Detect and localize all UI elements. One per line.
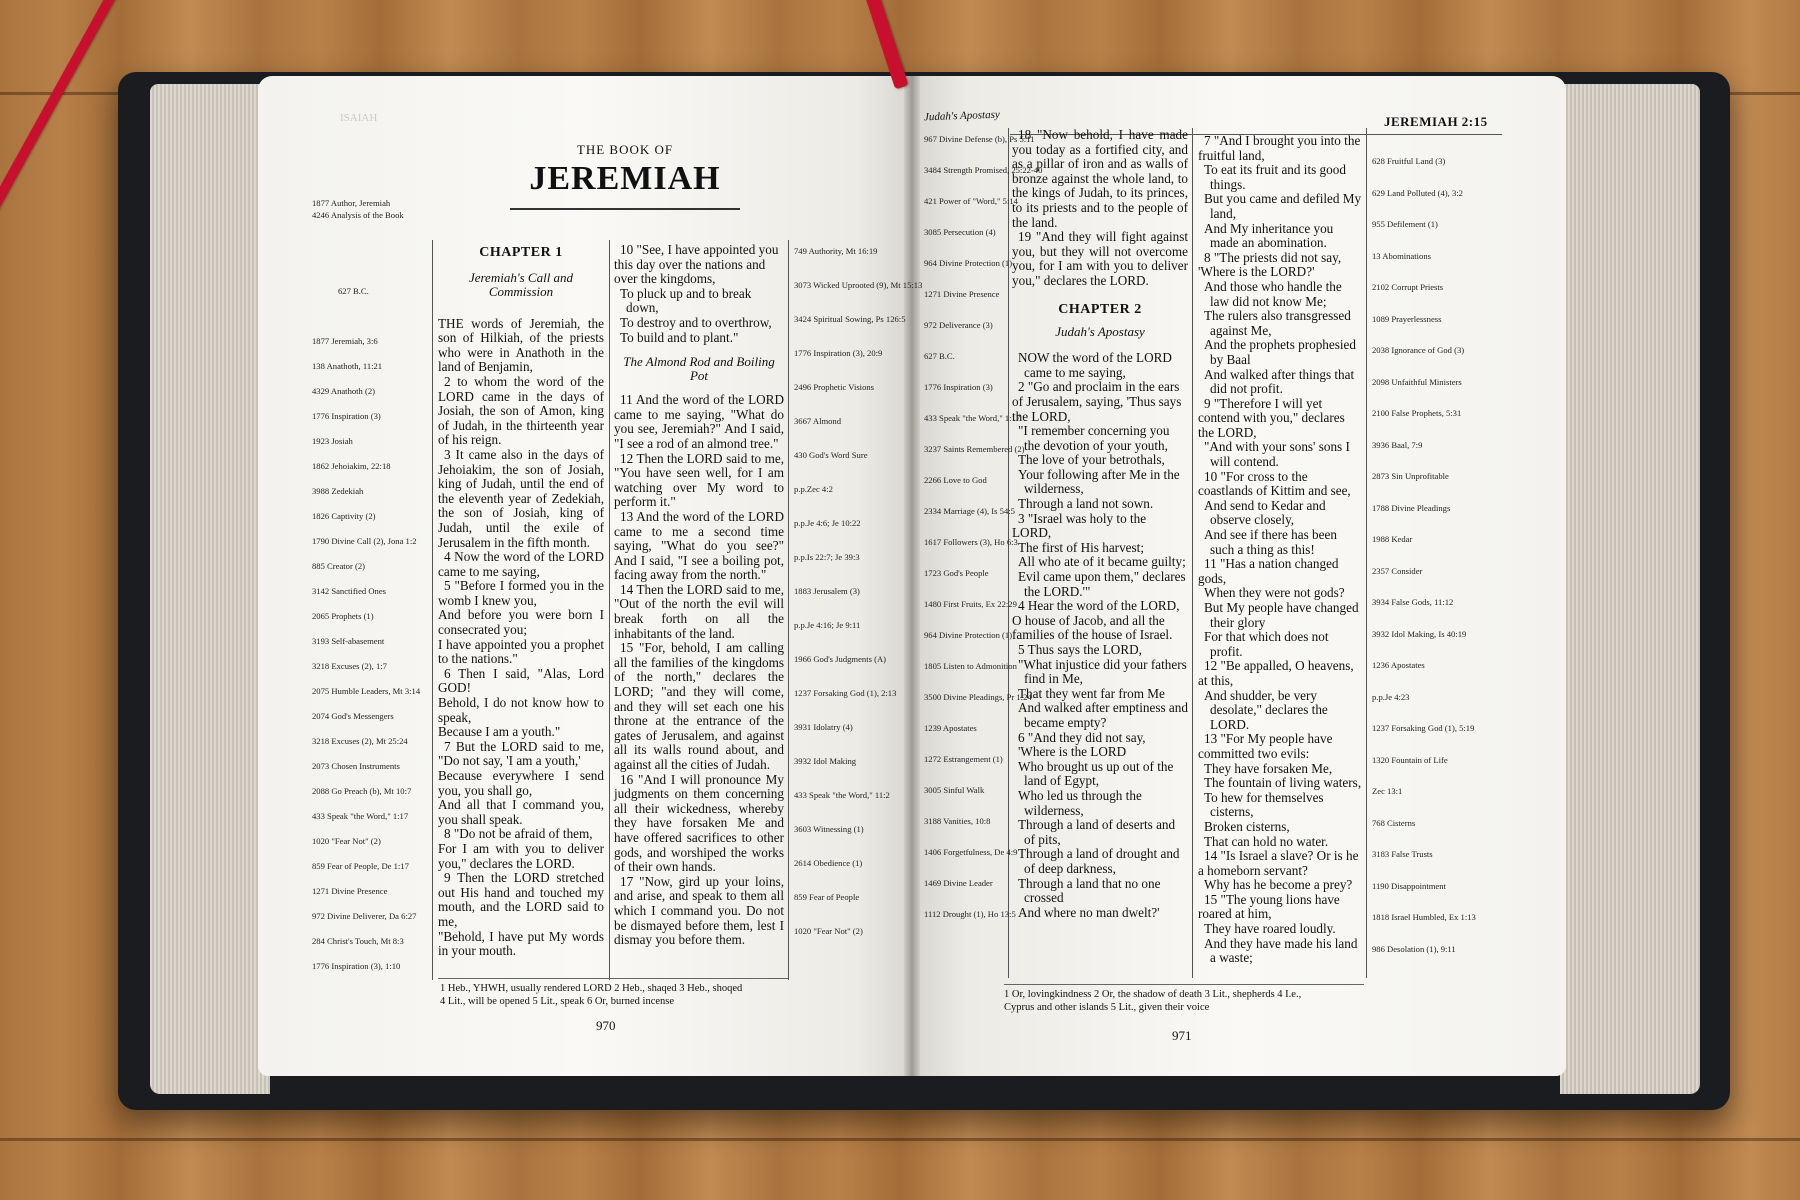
- cross-reference: 768 Cisterns: [1372, 817, 1416, 828]
- column-rule: [1192, 128, 1193, 978]
- cross-reference: 433 Speak "the Word," 1:17: [924, 413, 1021, 423]
- cross-reference: 2074 God's Messengers: [312, 711, 394, 721]
- verse-line: Through a land of deserts and of pits,: [1018, 817, 1176, 847]
- verse-line: But you came and defiled My land,: [1204, 191, 1362, 221]
- verse-line: And see if there has been such a thing as this!: [1204, 527, 1337, 557]
- left-col-2: [614, 243, 784, 948]
- cross-reference: 1237 Forsaking God (1), 2:13: [794, 688, 897, 698]
- verse-line: To hew for themselves cisterns,: [1204, 789, 1324, 820]
- cross-reference: 1776 Inspiration (3), 1:10: [312, 961, 401, 971]
- verse-line: Your following after Me in the wilderness,: [1018, 466, 1180, 497]
- verse-line: 7 "And I brought you into the fruitful land,: [1198, 133, 1361, 163]
- verse-line: When they were not gods?: [1204, 585, 1345, 601]
- cross-reference: 1239 Apostates: [924, 723, 977, 733]
- verse-line: Through a land not sown.: [1018, 496, 1154, 512]
- cross-reference: 2065 Prophets (1): [312, 611, 374, 621]
- verse-line: "I remember concerning you the devotion of your youth,: [1018, 423, 1170, 453]
- cross-reference: 1776 Inspiration (3), 20:9: [794, 348, 883, 358]
- verse-line: And send to Kedar and observe closely,: [1204, 497, 1326, 528]
- verse-line: 11 "Has a nation changed gods,: [1198, 556, 1339, 586]
- verse-line: 15 "The young lions have roared at him,: [1198, 891, 1340, 922]
- section-heading: Jeremiah's Call and Commission: [468, 269, 574, 299]
- cross-reference: 1112 Drought (1), Ho 13:5: [924, 909, 1016, 919]
- cross-reference: 3932 Idol Making, Is 40:19: [1372, 628, 1467, 639]
- cross-reference: Zec 13:1: [1372, 786, 1403, 796]
- cross-reference: 1236 Apostates: [1372, 660, 1425, 670]
- cross-reference: 2357 Consider: [1372, 565, 1423, 576]
- book-prefix: THE BOOK OF: [576, 142, 674, 157]
- cross-reference: 1617 Followers (3), Ho 6:3: [924, 537, 1018, 547]
- cross-reference: 3218 Excuses (2), Mt 25:24: [312, 736, 408, 746]
- footnote: Cyprus and other islands 5 Lit., given their voice: [1004, 1002, 1210, 1013]
- verse-line: 6 Then I said, "Alas, Lord GOD!: [438, 665, 604, 696]
- verse-line: Behold, I do not know how to speak,: [438, 695, 604, 725]
- cross-reference: 628 Fruitful Land (3): [1372, 156, 1446, 166]
- verse-line: 19 "And they will fight against you, but they will not overcome you, for I am with you to deliver you," declares the LORD.: [1012, 229, 1188, 288]
- cross-reference: 421 Power of "Word," 5:14: [924, 196, 1018, 206]
- cross-reference: 1272 Estrangement (1): [924, 754, 1003, 764]
- verse-line: 14 "Is Israel a slave? Or is he a homeborn servant?: [1198, 848, 1359, 878]
- verse-block: [614, 393, 784, 948]
- cross-reference: 1320 Fountain of Life: [1372, 754, 1448, 765]
- verse-line: And they have made his land a waste;: [1204, 935, 1358, 966]
- running-head-ghost: ISAIAH: [340, 112, 378, 124]
- verse-block: [1012, 351, 1188, 920]
- verse-line: 8 "The priests did not say, 'Where is the LORD?': [1198, 249, 1342, 280]
- cross-reference: 3424 Spiritual Sowing, Ps 126:5: [794, 314, 906, 324]
- cross-reference: 1988 Kedar: [1372, 534, 1413, 544]
- right-col-2: [1198, 134, 1364, 966]
- verse-line: "Behold, I have put My words in your mouth.: [438, 928, 604, 959]
- verse-line: "What injustice did your fathers find in Me,: [1018, 656, 1187, 687]
- verse-line: 2 to whom the word of the LORD came in the days of Josiah, the son of Amon, king of Judah, in the thirteenth year of his reign.: [438, 373, 604, 448]
- footnote-rule: [1004, 984, 1364, 985]
- cross-reference: 1020 "Fear Not" (2): [794, 926, 863, 936]
- verse-line: 9 Then the LORD stretched out His hand and touched my mouth, and the LORD said to me,: [438, 870, 604, 929]
- cross-reference: 3932 Idol Making: [794, 756, 857, 766]
- cross-reference: 964 Divine Protection (1): [924, 630, 1013, 640]
- verse-line: 18 "Now behold, I have made you today as a fortified city, and as a pillar of iron and as walls of bronze against the whole land, to the kings of Judah, to its princes, to its priests and to the people of the land.: [1012, 127, 1188, 230]
- verse-line: Broken cisterns,: [1204, 818, 1290, 834]
- verse-line: For that which does not profit.: [1204, 629, 1329, 659]
- book-title: JEREMIAH: [529, 160, 721, 197]
- cross-reference: 972 Deliverance (3): [924, 320, 993, 330]
- cross-reference: 2088 Go Preach (b), Mt 10:7: [312, 786, 412, 796]
- cross-reference: 955 Defilement (1): [1372, 219, 1438, 229]
- verse-line: They have forsaken Me,: [1204, 760, 1333, 776]
- cross-reference: 885 Creator (2): [312, 561, 365, 571]
- cross-reference: 3073 Wicked Uprooted (9), Mt 15:13: [794, 280, 923, 290]
- cross-reference: 629 Land Polluted (4), 3:2: [1372, 187, 1463, 198]
- verse-line: 3 It came also in the days of Jehoiakim, the son of Josiah, king of Judah, until the end of the eleventh year of Zedekiah, the son of Josiah, king of Judah, until the exile of Jerusalem in the fifth month.: [438, 446, 604, 550]
- cross-reference: 2073 Chosen Instruments: [312, 761, 400, 771]
- verse-line: 'Where is the LORD: [1018, 744, 1127, 760]
- cross-reference: 1790 Divine Call (2), Jona 1:2: [312, 536, 417, 546]
- cross-reference: 1020 "Fear Not" (2): [312, 836, 381, 846]
- verse-block: [614, 243, 784, 345]
- cross-reference: 627 B.C.: [924, 351, 955, 361]
- cross-reference: 3142 Sanctified Ones: [312, 586, 386, 596]
- verse-line: 13 And the word of the LORD came to me a second time saying, "What do you see?" And I said, "I see a boiling pot, facing away from the north.": [614, 508, 784, 583]
- verse-line: THE words of Jeremiah, the son of Hilkiah, of the priests who were in Anathoth in the land of Benjamin,: [438, 315, 604, 375]
- verse-line: And shudder, be very desolate," declares the LORD.: [1204, 687, 1328, 732]
- cross-reference: p.p.Je 4:23: [1372, 691, 1410, 702]
- cross-reference: p.p.Je 4:16; Je 9:11: [794, 620, 861, 630]
- cross-reference: 986 Desolation (1), 9:11: [1372, 943, 1456, 954]
- verse-line: And the prophets prophesied by Baal: [1204, 337, 1356, 367]
- verse-block: [438, 317, 604, 959]
- verse-line: And where no man dwelt?': [1018, 904, 1160, 920]
- verse-line: 7 But the LORD said to me, "Do not say, 'I am a youth,': [438, 738, 604, 769]
- column-rule: [609, 240, 610, 980]
- cross-reference: 1923 Josiah: [312, 436, 353, 446]
- footnote-rule: [438, 978, 788, 979]
- cross-reference: 433 Speak "the Word," 1:17: [312, 811, 409, 821]
- verse-line: Because I am a youth.": [438, 724, 561, 740]
- verse-line: They have roared loudly.: [1204, 921, 1336, 937]
- verse-line: I have appointed you a prophet to the nations.": [438, 636, 604, 667]
- footnote: 1 Or, lovingkindness 2 Or, the shadow of death 3 Lit., shepherds 4 I.e.,: [1004, 989, 1302, 1000]
- cross-reference: 1469 Divine Leader: [924, 878, 993, 888]
- cross-reference: 1089 Prayerlessness: [1372, 313, 1442, 324]
- verse-line: 5 "Before I formed you in the womb I knew you,: [438, 578, 604, 608]
- cross-reference: 3988 Zedekiah: [312, 486, 364, 496]
- cross-reference: 3931 Idolatry (4): [794, 722, 853, 732]
- verse-line: The rulers also transgressed against Me,: [1204, 308, 1351, 338]
- cross-reference: 3934 False Gods, 11:12: [1372, 597, 1454, 607]
- verse-line: 14 Then the LORD said to me, "Out of the north the evil will break forth on all the inhabitants of the land.: [614, 581, 784, 641]
- chapter-heading: CHAPTER 1: [479, 245, 563, 260]
- cross-reference: 3183 False Trusts: [1372, 849, 1433, 859]
- title-rule: [510, 208, 740, 210]
- column-rule: [432, 240, 433, 980]
- cross-reference: 430 God's Word Sure: [794, 450, 868, 460]
- cross-reference: 1826 Captivity (2): [312, 511, 376, 521]
- ribbon-bookmark[interactable]: [0, 0, 129, 657]
- intro-ref: 1877 Author, Jeremiah: [312, 198, 391, 208]
- running-head-right: JEREMIAH 2:15: [1384, 114, 1488, 129]
- cross-reference: 138 Anathoth, 11:21: [312, 361, 383, 371]
- verse-line: All who ate of it became guilty;: [1018, 554, 1186, 570]
- verse-line: 4 Now the word of the LORD came to me saying,: [438, 549, 604, 579]
- cross-reference: 1883 Jerusalem (3): [794, 586, 860, 596]
- verse-line: The love of your betrothals,: [1018, 452, 1165, 468]
- cross-reference: 749 Authority, Mt 16:19: [794, 246, 878, 256]
- page-number: 971: [1172, 1028, 1192, 1043]
- verse-line: And walked after things that did not profit.: [1204, 366, 1355, 397]
- cross-reference: 972 Divine Deliverer, Da 6:27: [312, 911, 417, 921]
- cross-reference: 3085 Persecution (4): [924, 227, 996, 237]
- verse-line: 4 Hear the word of the LORD, O house of Jacob, and all the families of the house of Israel.: [1012, 598, 1180, 643]
- verse-line: And those who handle the law did not know Me;: [1204, 278, 1342, 309]
- page-number: 970: [596, 1018, 616, 1033]
- verse-line: That they went far from Me: [1018, 685, 1165, 701]
- verse-line: The first of His harvest;: [1018, 539, 1144, 555]
- cross-reference: 3188 Vanities, 10:8: [924, 816, 991, 826]
- cross-reference: 1406 Forgetfulness, De 4:9: [924, 847, 1018, 857]
- verse-line: 10 "For cross to the coastlands of Kittim and see,: [1198, 468, 1351, 499]
- cross-reference: 1862 Jehoiakim, 22:18: [312, 461, 391, 471]
- cross-reference: 1776 Inspiration (3): [312, 411, 381, 421]
- section-heading: Judah's Apostasy: [1055, 324, 1145, 340]
- cross-reference: 2100 False Prophets, 5:31: [1372, 408, 1462, 418]
- cross-reference: 1723 God's People: [924, 568, 989, 578]
- verse-line: Because everywhere I send you, you shall go,: [438, 768, 604, 798]
- cross-reference: 1271 Divine Presence: [924, 289, 1000, 299]
- cross-reference: 3603 Witnessing (1): [794, 824, 864, 834]
- verse-line: But My people have changed their glory: [1204, 600, 1359, 630]
- cross-reference: 2102 Corrupt Priests: [1372, 282, 1444, 292]
- verse-line: To destroy and to overthrow,: [620, 314, 772, 330]
- verse-block: [1198, 134, 1364, 966]
- page-edges-right: [1560, 84, 1700, 1094]
- cross-reference: 2873 Sin Unprofitable: [1372, 471, 1449, 481]
- wood-plank-seam: [0, 1138, 1800, 1141]
- verse-line: NOW the word of the LORD came to me saying,: [1018, 350, 1172, 380]
- footnote: 4 Lit., will be opened 5 Lit., speak 6 Or, burned incense: [440, 996, 675, 1007]
- cross-reference: 1805 Listen to Admonition: [924, 661, 1017, 671]
- chapter-heading: CHAPTER 2: [1058, 301, 1142, 317]
- cross-reference: 964 Divine Protection (1): [924, 258, 1013, 268]
- verse-line: And walked after emptiness and became empty?: [1018, 700, 1188, 730]
- verse-line: 2 "Go and proclaim in the ears of Jerusalem, saying, 'Thus says the LORD,: [1012, 379, 1182, 424]
- cross-reference: 859 Fear of People: [794, 892, 860, 902]
- cross-reference: 2098 Unfaithful Ministers: [1372, 376, 1462, 387]
- cross-reference: 13 Abominations: [1372, 250, 1431, 261]
- verse-line: 5 Thus says the LORD,: [1018, 642, 1142, 657]
- verse-line: That can hold no water.: [1204, 833, 1329, 849]
- cross-reference: 4329 Anathoth (2): [312, 386, 376, 396]
- cross-reference: 3237 Saints Remembered (2): [924, 444, 1025, 454]
- verse-line: 16 "And I will pronounce My judgments on them concerning all their wickedness, whereby they have forsaken Me and have offered sacrifices to other gods, and worshiped the works of their own hands.: [614, 771, 784, 875]
- verse-line: 15 "For, behold, I am calling all the families of the kingdoms of the north," declares the LORD; "and they will come, and they will set each one his throne at the entrance of the gates of Jerusalem, and against all its walls round about, and against all the cities of Judah.: [614, 640, 784, 772]
- cross-reference: p.p.Zec 4:2: [794, 484, 833, 494]
- verse-line: To build and to plant.": [620, 329, 739, 345]
- cross-reference: 1818 Israel Humbled, Ex 1:13: [1372, 912, 1476, 922]
- verse-line: To eat its fruit and its good things.: [1204, 162, 1346, 192]
- verse-line: Evil came upon them," declares the LORD.'": [1018, 569, 1186, 599]
- page-edges-left: [150, 84, 270, 1094]
- verse-line: And My inheritance you made an abomination.: [1204, 220, 1334, 251]
- cross-reference: 1788 Divine Pleadings: [1372, 502, 1451, 513]
- cross-reference: 2075 Humble Leaders, Mt 3:14: [312, 686, 421, 696]
- cross-reference: 3936 Baal, 7:9: [1372, 439, 1423, 450]
- verse-line: 10 "See, I have appointed you this day over the nations and over the kingdoms,: [614, 242, 779, 287]
- verse-line: Who brought us up out of the land of Egypt,: [1018, 758, 1174, 789]
- cross-reference: 2496 Prophetic Visions: [794, 382, 875, 392]
- verse-line: 11 And the word of the LORD came to me saying, "What do you see, Jeremiah?" And I said, "I see a rod of an almond tree.": [614, 392, 784, 451]
- cross-reference: 1966 God's Judgments (A): [794, 654, 887, 664]
- cross-reference: 2334 Marriage (4), Is 54:5: [924, 506, 1015, 516]
- cross-reference: 3500 Divine Pleadings, Pr 1:24: [924, 692, 1032, 702]
- cross-reference: 1776 Inspiration (3): [924, 382, 993, 392]
- verse-line: The fountain of living waters,: [1204, 775, 1362, 791]
- cross-reference: 967 Divine Defense (b), Ps 5:11: [924, 134, 1035, 144]
- cross-reference: 2038 Ignorance of God (3): [1372, 345, 1465, 355]
- cross-reference: 1480 First Fruits, Ex 22:29: [924, 599, 1017, 609]
- verse-line: To pluck up and to break down,: [620, 285, 752, 316]
- cross-reference: p.p.Je 4:6; Je 10:22: [794, 518, 861, 528]
- cross-reference: p.p.Is 22:7; Je 39:3: [794, 552, 860, 562]
- cross-reference: 3667 Almond: [794, 416, 842, 426]
- verse-line: 8 "Do not be afraid of them,: [444, 826, 593, 842]
- cross-reference: 2266 Love to God: [924, 475, 987, 485]
- running-head-left: Judah's Apostasy: [923, 108, 1000, 124]
- book-gutter: [904, 76, 920, 1076]
- verse-line: 3 "Israel was holy to the LORD,: [1012, 510, 1147, 541]
- verse-line: And before you were born I consecrated you;: [438, 607, 604, 638]
- cross-reference: 2614 Obedience (1): [794, 858, 863, 868]
- verse-line: "And with your sons' sons I will contend.: [1204, 439, 1350, 470]
- verse-line: 12 "Be appalled, O heavens, at this,: [1198, 658, 1354, 688]
- verse-line: 17 "Now, gird up your loins, and arise, and speak to them all which I command you. Do not be dismayed before them, lest I dismay you before them.: [614, 873, 784, 948]
- date-note: 627 B.C.: [338, 286, 369, 296]
- verse-line: 6 "And they did not say,: [1018, 729, 1146, 745]
- cross-reference: 1190 Disappointment: [1372, 880, 1446, 891]
- verse-line: 9 "Therefore I will yet contend with you," declares the LORD,: [1198, 395, 1345, 440]
- verse-line: 12 Then the LORD said to me, "You have seen well, for I am watching over My word to perform it.": [614, 450, 784, 510]
- verse-block: [1012, 128, 1188, 289]
- cross-reference: 1237 Forsaking God (1), 5:19: [1372, 723, 1475, 733]
- column-rule: [1366, 128, 1367, 978]
- footnote: 1 Heb., YHWH, usually rendered LORD 2 Heb., shaqed 3 Heb., shoqed: [440, 983, 743, 994]
- left-col-1: [438, 246, 604, 959]
- cross-reference: 284 Christ's Touch, Mt 8:3: [312, 936, 404, 946]
- verse-line: For I am with you to deliver you," declares the LORD.: [438, 840, 604, 871]
- right-col-1: [1012, 128, 1188, 920]
- cross-reference: 3005 Sinful Walk: [924, 785, 985, 795]
- verse-line: Who led us through the wilderness,: [1018, 787, 1142, 818]
- verse-line: Why has he become a prey?: [1204, 877, 1353, 893]
- column-rule: [788, 240, 789, 980]
- verse-line: 13 "For My people have committed two evils:: [1198, 731, 1333, 761]
- cross-reference: 1271 Divine Presence: [312, 886, 388, 896]
- cross-reference: 3218 Excuses (2), 1:7: [312, 661, 387, 671]
- cross-reference: 3193 Self-abasement: [312, 636, 385, 646]
- intro-ref: 4246 Analysis of the Book: [312, 210, 404, 220]
- cross-reference: 859 Fear of People, De 1:17: [312, 861, 409, 871]
- cross-reference: 3484 Strength Promised, 25:22-40: [924, 165, 1043, 175]
- cross-reference: 433 Speak "the Word," 11:2: [794, 790, 890, 800]
- cross-reference: 1877 Jeremiah, 3:6: [312, 336, 378, 346]
- verse-line: And all that I command you, you shall speak.: [438, 797, 604, 827]
- verse-line: Through a land that no one crossed: [1018, 875, 1161, 906]
- section-heading: The Almond Rod and Boiling Pot: [623, 354, 775, 384]
- verse-line: Through a land of drought and of deep darkness,: [1018, 846, 1180, 876]
